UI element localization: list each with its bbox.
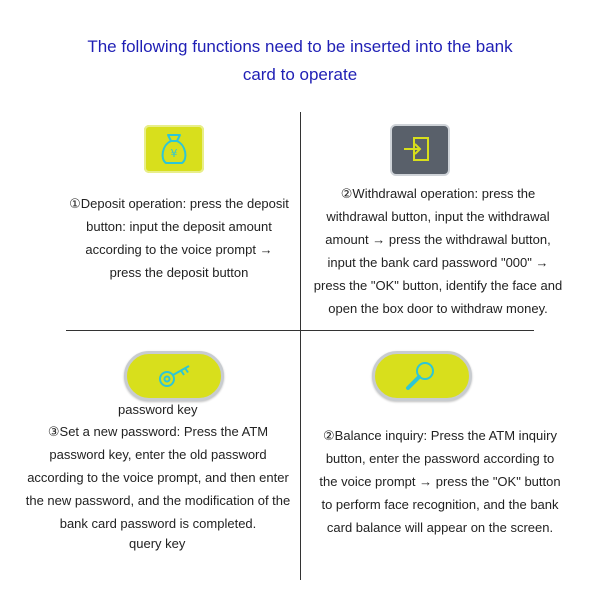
- key-icon: [127, 354, 221, 398]
- balance-line: to perform face recognition, and the bank: [321, 497, 559, 512]
- vertical-divider: [300, 112, 301, 580]
- page-title: [40, 33, 560, 89]
- balance-description: [302, 424, 578, 539]
- query-key-button[interactable]: [372, 351, 472, 401]
- title-line-1: The following functions need to be inserted into the bank: [87, 37, 513, 56]
- withdrawal-line: open the box door to withdraw money.: [328, 301, 548, 316]
- password-key-label: password key: [118, 402, 198, 417]
- password-line: according to the voice prompt, and then enter: [27, 470, 289, 485]
- password-line: bank card password is completed.: [59, 516, 257, 531]
- password-line: the new password, and the modification of the: [25, 493, 291, 508]
- balance-line: button, enter the password according to: [325, 451, 555, 466]
- enter-door-icon: [392, 126, 448, 174]
- balance-line: card balance will appear on the screen.: [326, 520, 554, 535]
- password-key-button[interactable]: [124, 351, 224, 401]
- deposit-line: button: input the deposit amount: [86, 219, 272, 234]
- withdrawal-button[interactable]: [390, 124, 450, 176]
- balance-line: ②Balance inquiry: Press the ATM inquiry: [323, 428, 557, 443]
- withdrawal-line: input the bank card password "000" →: [327, 255, 549, 270]
- password-line: password key, enter the old password: [49, 447, 267, 462]
- deposit-line: press the deposit button: [109, 265, 249, 280]
- deposit-description: [58, 192, 300, 284]
- withdrawal-line: amount → press the withdrawal button,: [325, 232, 551, 247]
- password-description: [16, 420, 300, 535]
- withdrawal-line: press the "OK" button, identify the face and: [313, 278, 563, 293]
- deposit-line: ①Deposit operation: press the deposit: [69, 196, 289, 211]
- withdrawal-description: [302, 182, 574, 320]
- magnifier-icon: [375, 354, 469, 398]
- horizontal-divider: [66, 330, 534, 331]
- password-line: ③Set a new password: Press the ATM: [47, 424, 269, 439]
- query-key-label: query key: [129, 536, 186, 551]
- money-bag-icon: [144, 125, 204, 173]
- deposit-line: according to the voice prompt →: [85, 242, 273, 257]
- deposit-button[interactable]: [144, 125, 204, 173]
- withdrawal-line: ②Withdrawal operation: press the: [340, 186, 536, 201]
- withdrawal-line: withdrawal button, input the withdrawal: [326, 209, 550, 224]
- svg-text:¥: ¥: [170, 147, 178, 160]
- balance-line: the voice prompt → press the "OK" button: [319, 474, 561, 489]
- title-line-2: card to operate: [242, 65, 358, 84]
